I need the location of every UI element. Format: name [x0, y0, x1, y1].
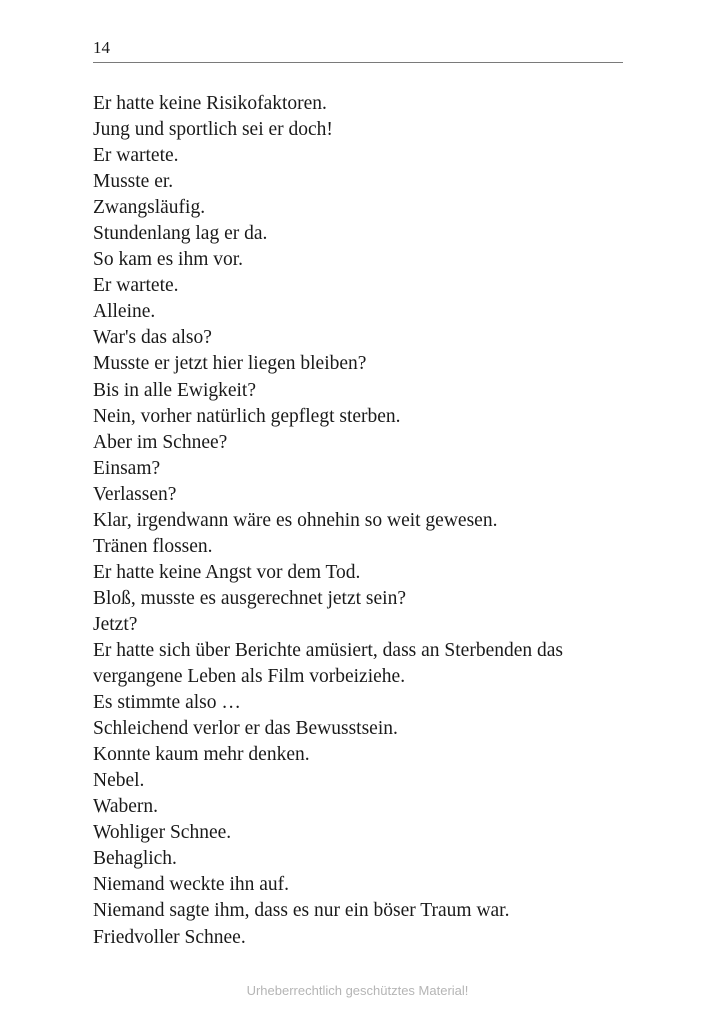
text-line: Er hatte sich über Berichte amüsiert, dass an Sterbenden das: [93, 639, 564, 661]
text-line: Er wartete.: [93, 145, 179, 167]
text-line: Er hatte keine Angst vor dem Tod.: [93, 561, 361, 583]
text-line: Es stimmte also …: [93, 692, 241, 714]
text-line: Verlassen?: [93, 483, 177, 505]
page-number: 14: [93, 38, 110, 57]
text-line: Friedvoller Schnee.: [93, 926, 246, 948]
text-line: Klar, irgendwann wäre es ohnehin so weit gewesen.: [93, 509, 498, 531]
header-rule: [93, 62, 623, 63]
text-line: Wohliger Schnee.: [93, 822, 232, 844]
text-line: Musste er.: [93, 171, 174, 193]
text-line: Schleichend verlor er das Bewusstsein.: [93, 718, 398, 740]
text-line: Alleine.: [93, 301, 156, 323]
text-line: Musste er jetzt hier liegen bleiben?: [93, 353, 367, 375]
text-line: Niemand sagte ihm, dass es nur ein böser Traum war.: [93, 900, 510, 922]
copyright-watermark: Urheberrechtlich geschütztes Material!: [246, 983, 469, 998]
text-line: Konnte kaum mehr denken.: [93, 744, 310, 766]
text-line: Er wartete.: [93, 275, 179, 297]
text-line: Zwangsläufig.: [93, 197, 206, 219]
body-text: [93, 91, 633, 951]
text-line: Nein, vorher natürlich gepflegt sterben.: [93, 405, 401, 427]
text-line: Jetzt?: [93, 613, 138, 635]
text-line: Stundenlang lag er da.: [93, 223, 268, 245]
text-line: Aber im Schnee?: [93, 431, 228, 453]
text-line: Niemand weckte ihn auf.: [93, 874, 290, 896]
text-line: War's das also?: [93, 327, 212, 349]
text-line: Bloß, musste es ausgerechnet jetzt sein?: [93, 587, 406, 609]
text-line: Er hatte keine Risikofaktoren.: [93, 93, 327, 114]
text-line: Einsam?: [93, 457, 161, 479]
text-line: Tränen flossen.: [93, 535, 213, 557]
text-line: Wabern.: [93, 796, 159, 818]
text-line: Nebel.: [93, 770, 145, 792]
text-line: Behaglich.: [93, 848, 177, 870]
text-line: Jung und sportlich sei er doch!: [93, 119, 333, 141]
text-line: vergangene Leben als Film vorbeiziehe.: [93, 666, 406, 688]
text-line: Bis in alle Ewigkeit?: [93, 379, 257, 401]
text-line: So kam es ihm vor.: [93, 249, 244, 271]
